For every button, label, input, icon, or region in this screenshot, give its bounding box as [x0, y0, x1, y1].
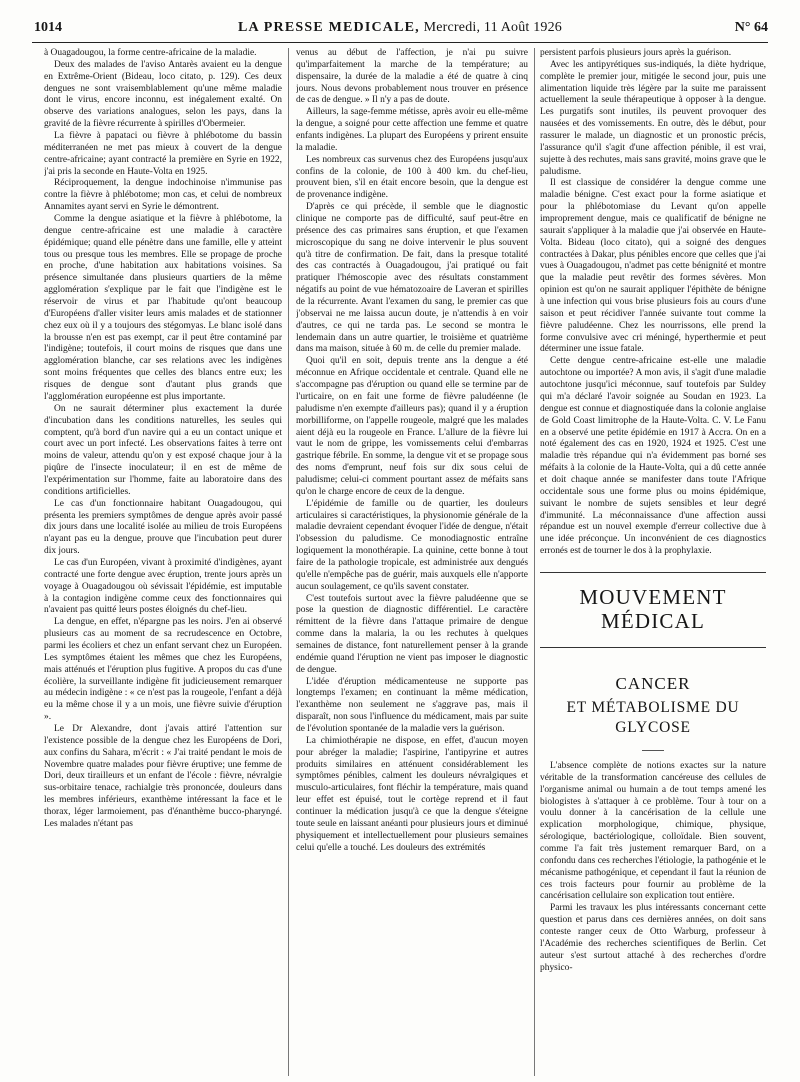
paragraph: Comme la dengue asiatique et la fièvre à phlébotome, la dengue centre-africaine est une maladie à caractère épidémique; quand elle pénètre dans une famille, elle y atteint tous ou presque tous les membres. Elle se propage de proche en proche, d'une habitation aux habitations voisines. Sa présence simultanée dans plusieurs quartiers de la même agglomération s'explique par le fait que l'indigène est le réservoir de virus et par l'habitude qu'ont beaucoup d'Européens d'aller visiter leurs amis malades et de stationner chez eux où il y a toujours des stégomyas. Le blanc isolé dans la brousse n'en est pas exempt, car il peut être contaminé par l'indigène; toutefois, il court moins de risques que dans une agglomération blanche, car ses relations avec les indigènes sont moins fréquentes que celles des blancs entre eux; les risques de dengue sont d'autant plus grands que l'agglomération européenne est plus importante.: [44, 214, 282, 402]
paragraph: D'après ce qui précède, il semble que le diagnostic clinique ne comporte pas de difficulté, sauf peut-être en présence des cas primaires sans éruption, et que l'examen microscopique du sang ne doive intervenir le plus souvent qu'à titre de confirmation. De fait, dans la presque totalité des cas contractés à Ouagadougou, j'ai pratiqué ou fait pratiquer l'hémoscopie avec des résultats constamment négatifs au point de vue hématozoaire de Laveran et spirilles de la récurrente. Avant l'examen du sang, le premier cas que j'observai ne me laissa aucun doute, je n'attendis à en voir d'autres, ce qui ne tarda pas. Le second se montra le lendemain dans un autre quartier, le troisième et quatrième dans ma maison, située à 60 m. de celle du premier malade.: [296, 202, 528, 355]
title-rule: [642, 750, 664, 751]
section-rule: [540, 572, 766, 573]
paragraph: Le cas d'un Européen, vivant à proximité d'indigènes, ayant contracté une forte dengue avec éruption, trente jours après un voyage à Ouagadougou où sévissait l'épidémie, est imputable à la contagion indigène comme ceux des fonctionnaires qui n'avaient pas quitté leurs postes éloignés du chef-lieu.: [44, 557, 282, 616]
page-header: [0, 20, 800, 42]
column-divider: [288, 48, 289, 1076]
header-rule: [32, 42, 768, 43]
paragraph: Quoi qu'il en soit, depuis trente ans la dengue a été méconnue en Afrique occidentale et centrale. Quand elle ne s'accompagne pas d'éruption ou quand elle se termine par de l'urticaire, on en fait une forme de fièvre paludéenne (le paludisme n'en exempte d'ailleurs pas); quand il y a éruption morbilliforme, on l'appelle rougeole, malgré que les malades aient déjà eu la rougeole en France. L'allure de la fièvre lui vaut le nom de grippe, les vomissements celui d'embarras gastrique fébrile. En somme, la dengue vit et se propage sous des noms d'emprunt, neuf fois sur dix sous celui de paludisme; celui-ci comment pourtant assez de méfaits sans qu'on le charge encore de ceux de la dengue.: [296, 356, 528, 497]
paragraph: Avec les antipyrétiques sus-indiqués, la diète hydrique, complète le premier jour, mitigée le second jour, puis une alimentation liquide très légère par la suite me paraissent actuellement la seule thérapeutique à opposer à la dengue. Les purgatifs sont inutiles, ils peuvent provoquer des nausées et des vomissements. En outre, dès le début, pour rassurer le malade, un diagnostic et un pronostic précis, l'assurance qu'il s'agit d'une affection pénible, il est vrai, sujette à des rechutes, mais sans gravité, moins grave que le paludisme.: [540, 59, 766, 177]
paragraph: La fièvre à papataci ou fièvre à phlébotome du bassin méditerranéen ne met pas mieux à couvert de la dengue centre-africaine; ayant contracté la première en Syrie en 1922, j'ai pris la seconde en Haute-Volta en 1925.: [44, 131, 282, 177]
paragraph: On ne saurait déterminer plus exactement la durée d'incubation dans les conditions naturelles, les seules qui comptent, qu'à bord d'un navire qui a eu un contact unique et court avec un port infecté. Les observations faites à terre ont moins de valeur, attendu qu'on y est exposé chaque jour à la piqûre de l'insecte inoculateur; il en est de même de l'expérimentation sur l'homme, faite au laboratoire dans des conditions artificielles.: [44, 403, 282, 497]
paragraph: Le cas d'un fonctionnaire habitant Ouagadougou, qui présenta les premiers symptômes de dengue après avoir passé dix jours dans une localité isolée au milieu de trois Européens n'ayant pas eu la dengue, prouve que l'incubation peut durer dix jours.: [44, 498, 282, 557]
masthead: [0, 20, 800, 36]
paragraph: L'épidémie de famille ou de quartier, les douleurs articulaires si caractéristiques, la physionomie générale de la maladie devraient cependant évoquer l'idée de dengue, n'était l'obsession du paludisme. Ce monodiagnostic entraîne logiquement la monothérapie. La quinine, cette bonne à tout faire de la pathologie tropicale, est administrée aux dengués qu'elle n'empêche pas de guérir, mais auxquels elle n'apporte aucun soulagement, ce qu'ils savent constater.: [296, 498, 528, 592]
paragraph: Il est classique de considérer la dengue comme une maladie bénigne. C'est exact pour la forme asiatique et pour la phlébotomiase du Levant qu'on appelle improprement dengue, mais ce qualificatif de bénigne ne saurait s'appliquer à la maladie que j'ai observée en Haute-Volta. Bideau (loco citato), qui a soigné des dengues contractées à Dakar, plus pénibles encore que celles que j'ai vues à Ouagadougou, n'admet pas cette bénignité et montre que la maladie peut revêtir des formes sévères. Mon opinion est qu'on ne saurait appliquer l'épithète de bénigne à une infection qui vous brise plusieurs fois au cours d'une saison et peut récidiver l'année suivante tout comme la fièvre paludéenne. Chez les nourrissons, elle prend la forme convulsive avec cri méningé, hyperthermie et peut déterminer une issue fatale.: [540, 178, 766, 355]
paragraph: La chimiothérapie ne dispose, en effet, d'aucun moyen pour abréger la maladie; l'aspirine, l'antipyrine et autres produits similaires en atténuent considérablement les symptômes pénibles, calment les douleurs névralgiques et musculo-articulaires, font fléchir la température, mais quand leur effet est épuisé, tout le cortège reprend et il faut continuer la médication jusqu'à ce que la dengue s'éteigne toute seule en laissant anéanti pour plusieurs jours et diminué physiquement et intellectuellement pour plusieurs semaines celui qu'elle a touché. Les douleurs des extrémités: [296, 735, 528, 853]
paragraph: La dengue, en effet, n'épargne pas les noirs. J'en ai observé plusieurs cas au moment de sa recrudescence en Octobre, parmi les écoliers et chez un enfant servant chez un Européen. Les symptômes étaient les mêmes que chez les Européens, mais atténués et l'éruption plus fugitive. A propos du cas d'une écolière, la surveillante indigène fit judicieusement remarquer au médecin indigène : « ce n'est pas la rougeole, l'enfant a déjà eu la même chose il y a un mois, une fièvre suivie d'éruption ».: [44, 617, 282, 723]
paragraph: Deux des malades de l'aviso Antarès avaient eu la dengue en Extrême-Orient (Bideau, loco citato, p. 129). Ces deux dengues ne sont vraisemblablement qu'une même maladie dont le virus, encore inconnu, est inégalement exalté. On observe des variations analogues, selon les pays, dans la gravité de la fièvre récurrente à spirilles d'Obermeier.: [44, 59, 282, 130]
paragraph: Ailleurs, la sage-femme métisse, après avoir eu elle-même la dengue, a soigné pour cette affection une femme et quatre enfants indigènes. La plupart des Européens y prirent ensuite la maladie.: [296, 107, 528, 153]
paragraph: Les nombreux cas survenus chez des Européens jusqu'aux confins de la colonie, de 100 à 400 km. du chef-lieu, prouvent bien, s'il en était encore besoin, que la dengue est de provenance indigène.: [296, 154, 528, 201]
column-2: [296, 48, 528, 1076]
page-number: 1014: [34, 20, 62, 35]
paragraph: venus au début de l'affection, je n'ai pu suivre qu'imparfaitement la marche de la température; au dispensaire, la durée de la maladie a été de quatre à cinq jours. Nous devons probablement nous trouver en présence de cas de dengue. » Il n'y a pas de doute.: [296, 48, 528, 106]
column-3: [540, 48, 766, 1076]
issue-date: Mercredi, 11 Août 1926: [423, 20, 563, 35]
paragraph: Parmi les travaux les plus intéressants concernant cette question et parus dans ces dernières années, on doit sans conteste ranger ceux de Otto Warburg, professeur à l'Académie des recherches scientifiques de Berlin. Cet auteur s'est surtout attaché à des recherches d'ordre physico-: [540, 903, 766, 973]
paragraph: L'idée d'éruption médicamenteuse ne supporte pas longtemps l'examen; en continuant la même médication, l'exanthème non seulement ne s'aggrave pas, mais il disparaît, non sous l'influence du médicament, mais par suite de l'évolution spontanée de la maladie vers la guérison.: [296, 676, 528, 734]
publication-name: LA PRESSE MEDICALE,: [237, 20, 420, 35]
paragraph: Cette dengue centre-africaine est-elle une maladie autochtone ou importée? A mon avis, il s'agit d'une maladie autochtone jusqu'ici méconnue, sauf toutefois par Suldey qui m'a déclaré l'avoir soignée au Soudan en 1923. La dengue est connue et diagnostiquée dans la colonie anglaise de Gold Coast limitrophe de la Haute-Volta. C. V. Le Fanu en a observé une petite épidémie en 1917 à Accra. On en a noté également des cas en 1920, 1924 et 1925. C'est une maladie très répandue qui n'a évidemment pas borné ses méfaits à la colonie de la Haute-Volta, qui a dû cette année et doit chaque année se manifester dans toute l'Afrique occidentale sous une forme plus ou moins épidémique, suivant le nombre de sujets sensibles et leur degré d'immunité. La méconnaissance d'une affection aussi répandue est un nouvel exemple d'erreur collective due à une idée préconçue. Un inconvénient de ces diagnostics erronés est de tourner le dos à la prophylaxie.: [540, 356, 766, 557]
column-1: [44, 48, 282, 1076]
article-title: CANCER: [615, 673, 691, 693]
paragraph: C'est toutefois surtout avec la fièvre paludéenne que se pose la question de diagnostic différentiel. Le caractère rémittent de la fièvre dans l'attaque primaire de dengue comme dans la malaria, la ou les rechutes à quelques semaines de distance, font naturellement penser à la grande endémie quand l'éruption ne vient pas imposer le diagnostic de dengue.: [296, 593, 528, 675]
section-title: MOUVEMENT MÉDICAL: [579, 584, 727, 633]
paragraph: Le Dr Alexandre, dont j'avais attiré l'attention sur l'existence possible de la dengue chez les Européens de Dori, aux confins du Sahara, m'écrit : « J'ai traité pendant le mois de Novembre quatre malades pour fièvre éruptive; une femme de Dori, deux tirailleurs et un enfant de l'école : fièvre, névralgie sus-orbitaire tenace, rachialgie très prononcée, douleurs dans les membres inférieurs, exanthème intéressant la face et le thorax, léger larmoiement, pas d'énanthème bucco-pharyngé. Les malades n'étant pas: [44, 723, 282, 829]
issue-number: N° 64: [734, 20, 768, 35]
section-rule: [540, 647, 766, 648]
article-subtitle: ET MÉTABOLISME DU GLYCOSE: [566, 698, 740, 736]
paragraph: à Ouagadougou, la forme centre-africaine de la maladie.: [44, 48, 257, 58]
paragraph: persistent parfois plusieurs jours après la guérison.: [540, 48, 732, 58]
paragraph: Réciproquement, la dengue indochinoise n'immunise pas contre la fièvre à phlébotome; mon cas, et celui de nombreux Annamites ayant servi en Syrie le démontrent.: [44, 178, 282, 213]
paragraph: L'absence complète de notions exactes sur la nature véritable de la transformation cancéreuse des cellules de l'organisme animal ou humain a de tout temps amené les biologistes à s'attaquer à ce problème. Tour à tour on a voulu donner à la cancérisation de la cellule une explication morphologique, chimique, physique, sérologique, bactériologique, colloïdale. Bien souvent, comme l'a fait très justement remarquer Bard, on a confondu dans ces recherches l'étiologie, la pathogénie et le mécanisme pathogénique, et cependant il faut la réunion de ces trois facteurs pour fournir au problème de la cancérisation cellulaire son explication tout entière.: [540, 760, 766, 902]
column-divider: [534, 48, 535, 1076]
